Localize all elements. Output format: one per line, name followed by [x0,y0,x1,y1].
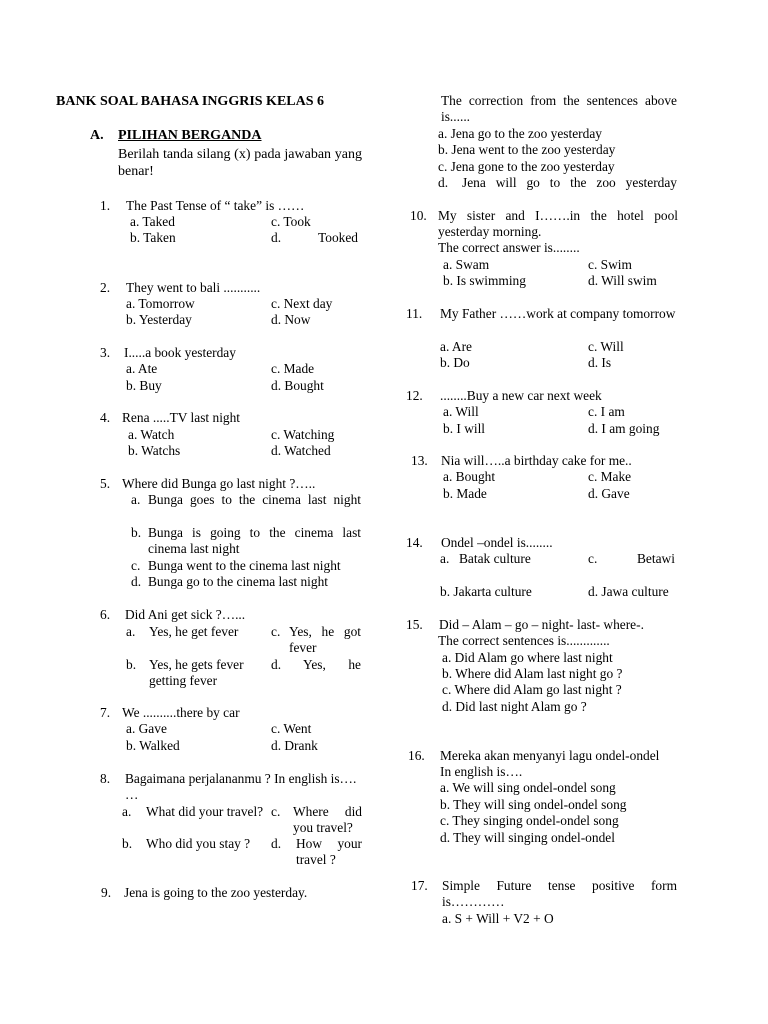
page-title: BANK SOAL BAHASA INGGRIS KELAS 6 [56,94,325,109]
option-a: a. S + Will + V2 + O [442,911,554,926]
option-d: d. Jawa culture [588,584,669,599]
option-d: d. Is [588,355,612,370]
option-b: b. Is swimming [443,273,526,288]
option-b: b. Taken [130,230,176,245]
option-c: c. Took [271,214,311,229]
option-b: b. Jena went to the zoo yesterday [438,142,616,157]
option-a: a. Gave [126,721,167,736]
question-number: 12. [406,388,423,403]
question-text: ........Buy a new car next week [440,388,602,403]
option-a: a. Taked [130,214,175,229]
option-c-letter: c. [588,551,598,566]
question-number: 7. [100,705,111,720]
question-number: 1. [100,198,111,213]
option-c: c. Next day [271,296,333,311]
question-text: The Past Tense of “ take” is …… [126,198,305,213]
option-c: Where did you travel? [293,804,362,836]
option-a: a. Tomorrow [126,296,195,311]
option-c-letter: c. [271,624,281,639]
option-a: a. We will sing ondel-ondel song [440,780,616,795]
option-d-letter: d. [271,836,282,851]
question-sub: The correct answer is........ [438,240,580,255]
option-c: c. They singing ondel-ondel song [440,813,619,828]
option-c: c. Went [271,721,312,736]
question-text: Simple Future tense positive form is………… [442,878,677,910]
option-d-letter: d. [438,175,449,190]
question-number: 13. [411,453,428,468]
question-text: I.....a book yesterday [124,345,236,360]
option-b: b. Made [443,486,487,501]
option-a: a. Jena go to the zoo yesterday [438,126,602,141]
option-b: b. Yesterday [126,312,192,327]
option-d: How your travel ? [296,836,362,868]
option-c: Yes, he got fever [289,624,361,656]
option-a: a. Bought [443,469,496,484]
option-b-letter: b. [126,657,137,672]
option-d: d. Will swim [588,273,657,288]
question-number: 3. [100,345,111,360]
question-number: 2. [100,280,111,295]
instruction: Berilah tanda silang (x) pada jawaban yang benar! [118,147,362,179]
option-a-letter: a. [131,492,141,507]
option-a: a. Did Alam go where last night [442,650,613,665]
option-d: d. Watched [271,443,331,458]
option-a: a. Watch [128,427,175,442]
option-d: Jena will go to the zoo yesterday [462,175,677,190]
option-c: Bunga went to the cinema last night [148,558,341,573]
question-number: 10. [410,208,427,223]
option-a-letter: a. [440,551,450,566]
option-b: b. They will sing ondel-ondel song [440,797,627,812]
option-d: d. I am going [588,421,660,436]
question-text: Where did Bunga go last night ?….. [122,476,316,491]
question-number: 16. [408,748,425,763]
section-title: PILIHAN BERGANDA [118,128,262,143]
option-d: d. Now [271,312,311,327]
option-c: c. Make [588,469,632,484]
option-a: a. Will [443,404,479,419]
option-a-letter: a. [126,624,136,639]
question-text: Nia will…..a birthday cake for me.. [441,453,632,468]
question-number: 15. [406,617,423,632]
option-c: c. Made [271,361,315,376]
option-d: d. They will singing ondel-ondel [440,830,615,845]
question-number: 6. [100,607,111,622]
option-c: Betawi [637,551,675,566]
option-a: Bunga goes to the cinema last night [148,492,361,507]
option-c: c. Watching [271,427,335,442]
option-d: d. Gave [588,486,630,501]
option-d-letter: d. [131,574,142,589]
option-a: Yes, he get fever [149,624,239,639]
option-a: a. Ate [126,361,158,376]
option-d: d. Drank [271,738,318,753]
option-c: c. Jena gone to the zoo yesterday [438,159,615,174]
option-d: Yes, he [303,657,361,672]
option-a: a. Are [440,339,472,354]
option-d-letter: d. [271,657,282,672]
option-b: b. Walked [126,738,180,753]
option-b-letter: b. [131,525,142,540]
option-b-letter: b. [122,836,133,851]
option-c: c. I am [588,404,625,419]
option-b: Bunga is going to the cinema last cinema last night [148,525,361,557]
question-text: The correction from the sentences above is...... [441,93,677,125]
option-b: b. Where did Alam last night go ? [442,666,623,681]
question-text: Did Ani get sick ?…... [125,607,246,622]
option-d: Bunga go to the cinema last night [148,574,328,589]
option-c: c. Will [588,339,624,354]
option-c-letter: c. [131,558,141,573]
option-b: Yes, he gets fever getting fever [149,657,244,689]
question-number: 5. [100,476,111,491]
question-sub: The correct sentences is............. [438,633,610,648]
question-text: Bagaimana perjalananmu ? In english is…. … [125,771,357,803]
question-text: Jena is going to the zoo yesterday. [124,885,308,900]
option-d: d. Bought [271,378,324,393]
option-d: Tooked [318,230,358,245]
question-text: Did – Alam – go – night- last- where-. [439,617,644,632]
question-number: 4. [100,410,111,425]
question-text: Ondel –ondel is........ [441,535,553,550]
option-b: b. Jakarta culture [440,584,532,599]
option-d: d. Did last night Alam go ? [442,699,587,714]
option-c-letter: c. [271,804,281,819]
question-text: Rena .....TV last night [122,410,241,425]
option-b: b. Do [440,355,470,370]
option-a: Batak culture [459,551,531,566]
question-text: We ..........there by car [122,705,240,720]
option-d-letter: d. [271,230,282,245]
option-c: c. Where did Alam go last night ? [442,682,622,697]
option-b: b. I will [443,421,486,436]
section-letter: A. [90,128,104,143]
option-b: Who did you stay ? [146,836,251,851]
question-number: 11. [406,306,423,321]
option-a: What did your travel? [146,804,264,819]
option-a: a. Swam [443,257,490,272]
question-number: 14. [406,535,423,550]
question-number: 9. [101,885,112,900]
question-number: 17. [411,878,428,893]
question-number: 8. [100,771,111,786]
question-sub: In english is…. [440,764,523,779]
question-text: My sister and I…….in the hotel pool yesterday morning. [438,208,678,240]
option-b: b. Buy [126,378,162,393]
option-b: b. Watchs [128,443,181,458]
option-a-letter: a. [122,804,132,819]
question-text: They went to bali ........... [126,280,261,295]
question-text: Mereka akan menyanyi lagu ondel-ondel [440,748,660,763]
question-text: My Father ……work at company tomorrow [440,306,676,321]
option-c: c. Swim [588,257,632,272]
